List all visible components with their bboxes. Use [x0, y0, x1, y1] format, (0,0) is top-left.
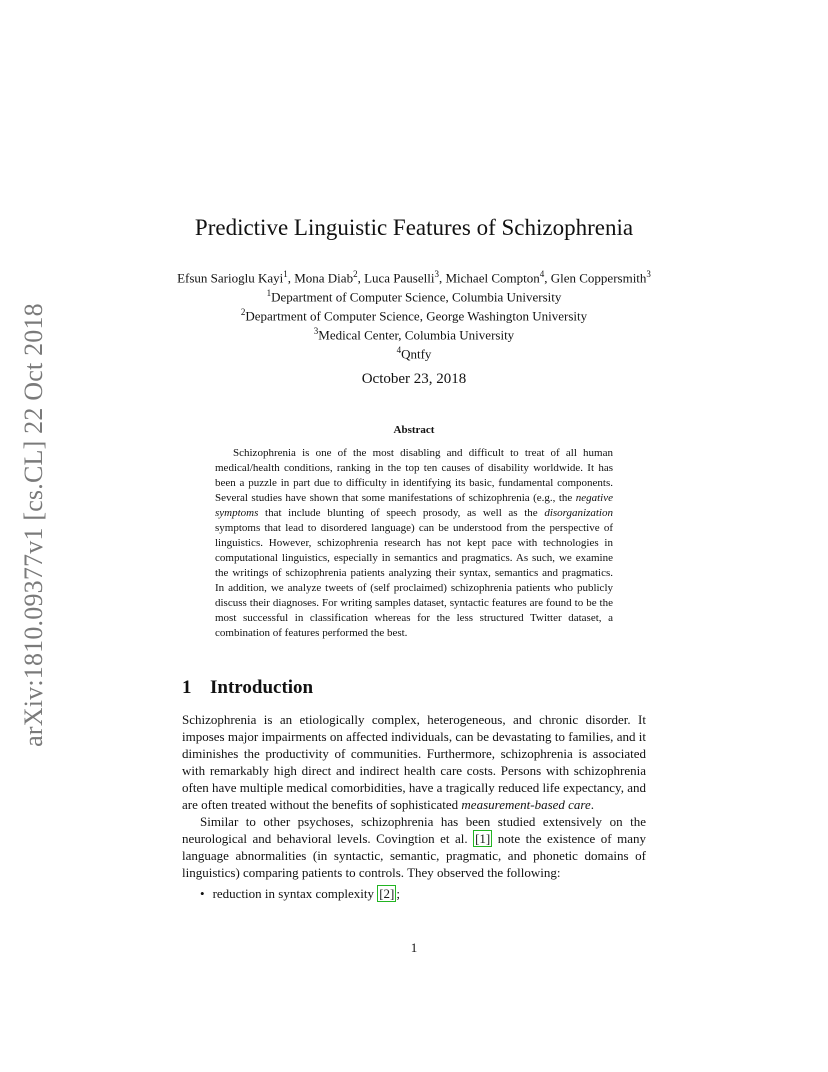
section-heading	[182, 677, 313, 699]
affiliation-text: Medical Center, Columbia University	[318, 327, 515, 343]
list-item-run: ;	[396, 886, 400, 901]
abstract-text: symptoms that lead to disordered language) can be understood from the perspective of linguistics. However, schizophrenia research has not kept pace with technologies in computational linguistics, especially in semantics and pragmatics. As such, we examine the writings of schizophrenia patients analyzing their syntax, semantics and pragmatics. In addition, we analyze tweets of (self proclaimed) schizophrenia patients who publicly discuss their diagnoses. For writing samples dataset, syntactic features are found to be the most successful in classification whereas for the less structured Twitter dataset, a combination of features performed the best.	[215, 522, 613, 639]
abstract-heading: Abstract	[393, 424, 435, 436]
list-item	[200, 885, 640, 902]
section-number: 1	[182, 677, 192, 698]
author-mark: 3	[434, 269, 439, 279]
body-text-run: Similar to other psychoses, schizophrenia has been studied extensively on the neurological and behavioral levels. Covingtion et al.	[182, 814, 646, 846]
citation-link[interactable]: [1]	[475, 831, 491, 846]
abstract-emphasis: disorganization	[544, 507, 613, 519]
author-list: Efsun Sarioglu Kayi$^1$, Mona Diab$^2$, Luca Pauselli$^3$, Michael Compton$^4$, Glen Coppersmith$^3$	[177, 269, 651, 286]
author-name: Efsun Sarioglu Kayi	[177, 270, 284, 286]
list-item-text	[213, 885, 400, 902]
author-mark: 4	[539, 269, 545, 279]
body-text-run: note the existence of many language abnormalities (in syntactic, semantic, pragmatic, and phonetic domains of linguistics) comparing patients to controls. They observed the following:	[182, 831, 646, 880]
affiliation	[0, 341, 828, 363]
list-item-run: reduction in syntax complexity	[212, 886, 378, 901]
page-number: 1	[410, 940, 418, 955]
abstract-paragraph	[215, 446, 613, 641]
body-paragraph	[182, 711, 646, 813]
section-title: Introduction	[210, 677, 314, 698]
body-text	[182, 711, 646, 881]
abstract-emphasis: negative symptoms	[215, 492, 613, 519]
body-emphasis: measurement-based care	[461, 797, 591, 812]
affiliation-mark: 4	[396, 345, 402, 355]
paper-title: Predictive Linguistic Features of Schizophrenia	[194, 215, 634, 240]
author-mark: 3	[646, 269, 651, 279]
author-mark: 1	[283, 269, 288, 279]
author-name: Luca Pauselli	[364, 270, 435, 286]
bullet-list	[200, 885, 640, 902]
body-paragraph	[182, 813, 646, 881]
affiliation-text: Department of Computer Science, Columbia University	[271, 289, 562, 305]
abstract-body	[215, 446, 613, 641]
arxiv-stamp-text: arXiv:1810.09377v1 [cs.CL] 22 Oct 2018	[19, 303, 49, 747]
paper-date: October 23, 2018	[361, 371, 467, 387]
affiliation-mark: 2	[240, 307, 246, 317]
affiliation-mark: 3	[313, 326, 319, 336]
author-mark: 2	[353, 269, 358, 279]
affiliation-text: Department of Computer Science, George Washington University	[245, 308, 588, 324]
author-name: Mona Diab	[294, 270, 354, 286]
body-text-run: .	[590, 797, 595, 812]
affiliation-mark: 1	[266, 288, 272, 298]
citation-link[interactable]: [2]	[379, 886, 395, 901]
abstract-text: Schizophrenia is one of the most disabling and difficult to treat of all human medical/health conditions, ranking in the top ten causes of disability worldwide. It has been a puzzle in part due to difficulty in identifying its basic, fundamental components. Several studies have shown that some manifestations of schizophrenia (e.g., the	[215, 447, 613, 504]
author-name: Glen Coppersmith	[550, 270, 647, 286]
bullet-icon: •	[200, 886, 205, 901]
affiliation-text: Qntfy	[401, 346, 432, 362]
author-name: Michael Compton	[445, 270, 540, 286]
body-text-run: Schizophrenia is an etiologically complex, heterogeneous, and chronic disorder. It imposes major impairments on affected individuals, can be devastating to families, and it diminishes the productivity of communities. Furthermore, schizophrenia is associated with remarkably high direct and indirect health care costs. Persons with schizophrenia often have multiple medical comorbidities, have a tragically reduced life expectancy, and are often treated without the benefits of sophisticated	[182, 712, 646, 812]
abstract-text: that include blunting of speech prosody, as well as the	[258, 507, 545, 519]
